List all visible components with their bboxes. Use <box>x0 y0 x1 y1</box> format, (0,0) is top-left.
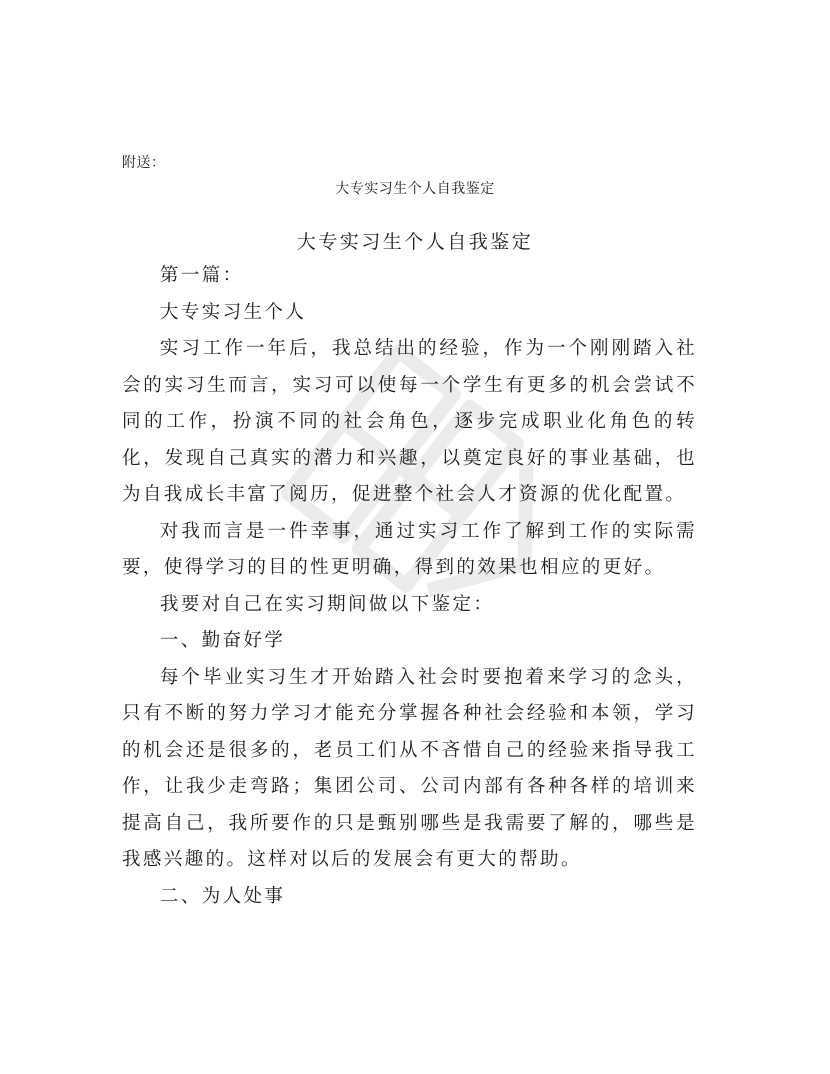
attachment-label: 附送： <box>122 155 166 171</box>
document-body <box>122 258 697 915</box>
paragraph-part-heading: 第一篇： <box>159 265 244 286</box>
paragraph-diligence: 每个毕业实习生才开始踏入社会时要抱着来学习的念头，只有不断的努力学习才能充分掌握各种社会经验和本领，学习的机会还是很多的，老员工们从不吝惜自己的经验来指导我工作，让我少走弯路；集团公司、公司内部有各种各样的培训来提高自己，我所要作的只是甄别哪些是我需要了解的，哪些是我感兴趣的。这样对以后的发展会有更大的帮助。 <box>122 666 697 870</box>
section-heading-diligence: 一、勤奋好学 <box>159 630 286 651</box>
section-heading-conduct: 二、为人处事 <box>159 885 286 907</box>
page-title: 大专实习生个人自我鉴定 <box>296 231 534 253</box>
paragraph-appraisal-lead: 我要对自己在实习期间做以下鉴定： <box>159 593 495 615</box>
paragraph-intro: 实习工作一年后，我总结出的经验，作为一个刚刚踏入社会的实习生而言，实习可以使每一个学生有更多的机会尝试不同的工作，扮演不同的社会角色，逐步完成职业化角色的转化，发现自己真实的潜力和兴趣，以奠定良好的事业基础，也为自我成长丰富了阅历，促进整个社会人才资源的优化配置。 <box>122 338 697 505</box>
paragraph-subtitle: 大专实习生个人 <box>159 301 307 323</box>
paragraph-benefit: 对我而言是一件幸事，通过实习工作了解到工作的实际需要，使得学习的目的性更明确，得到的效果也相应的更好。 <box>122 520 697 578</box>
attachment-title: 大专实习生个人自我鉴定 <box>335 181 495 197</box>
